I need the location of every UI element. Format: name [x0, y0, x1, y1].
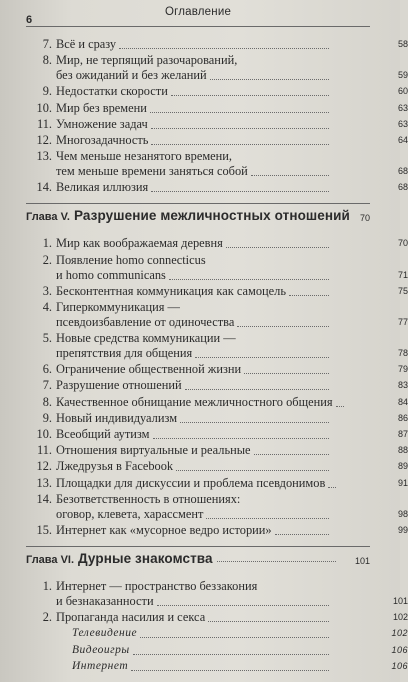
entry-page-number: 64: [397, 134, 408, 145]
dot-leader: [226, 247, 329, 248]
toc-entry[interactable]: [26, 578, 408, 609]
entry-last-line: [72, 659, 408, 674]
entry-last-line: [56, 236, 408, 251]
toc-entry[interactable]: [26, 459, 408, 474]
entry-title-line: Площадки для дискуссии и проблема псевдонимов: [56, 475, 326, 490]
toc-entry[interactable]: [26, 610, 408, 625]
entry-body: [56, 331, 408, 361]
entry-last-line: [56, 164, 408, 179]
toc-list-chapter-4: [26, 27, 408, 195]
entry-page-number: 91: [397, 477, 408, 488]
entry-last-line: [56, 180, 408, 195]
chapter-heading-5[interactable]: [26, 203, 370, 229]
entry-page-number: 63: [397, 118, 408, 129]
toc-entry[interactable]: [26, 116, 408, 132]
entry-last-line: [56, 522, 408, 538]
entry-body: [56, 522, 408, 538]
entry-page-number: 63: [397, 102, 408, 113]
entry-last-line: [56, 116, 408, 132]
toc-entry[interactable]: [26, 252, 408, 283]
entry-body: [56, 100, 408, 116]
entry-number: 12.: [36, 459, 52, 474]
entry-body: [56, 427, 408, 442]
entry-body: [56, 610, 408, 625]
entry-body: [56, 475, 408, 491]
entry-number: 8.: [42, 53, 52, 68]
entry-last-line: [56, 84, 408, 99]
entry-number: 7.: [42, 37, 52, 51]
dot-leader: [150, 112, 329, 113]
toc-list-chapter-6: [26, 578, 408, 625]
entry-page-number: 102: [391, 628, 408, 639]
chapter-title: Разрушение межличностных отношений: [73, 208, 350, 224]
entry-title-line: псевдоизбавление от одиночества: [56, 314, 235, 329]
toc-entry[interactable]: [26, 100, 408, 116]
toc-entry[interactable]: [26, 522, 408, 538]
entry-last-line: [72, 626, 408, 641]
entry-title-line: Новые средства коммуникации —: [56, 331, 236, 346]
entry-number: 15.: [36, 522, 52, 537]
toc-list-chapter-5: [26, 236, 408, 538]
entry-title-line: Отношения виртуальные и реальные: [56, 443, 251, 458]
chapter-page-number: 70: [359, 213, 370, 224]
entry-body: [56, 252, 408, 283]
entry-number: 7.: [42, 378, 52, 393]
dot-leader: [210, 79, 329, 80]
chapter-heading-6[interactable]: [26, 546, 370, 572]
entry-title-line: Всё и сразу: [56, 37, 117, 51]
dot-leader: [151, 191, 329, 192]
entry-page-number: 70: [397, 238, 408, 249]
entry-page-number: 58: [397, 39, 408, 49]
entry-title-line: и безнаказанности: [56, 593, 154, 608]
dot-leader: [151, 144, 329, 145]
entry-title-line: препятствия для общения: [56, 346, 193, 361]
entry-last-line: [56, 362, 408, 377]
toc-entry[interactable]: [26, 236, 408, 251]
entry-number: 2.: [42, 610, 52, 625]
entry-last-line: [56, 593, 408, 609]
entry-title-line: Умножение задач: [56, 116, 148, 131]
page-header: [26, 4, 370, 27]
dot-leader: [151, 128, 329, 129]
entry-last-line: [56, 132, 408, 148]
page-number: 6: [26, 14, 33, 26]
entry-page-number: 86: [397, 412, 408, 423]
entry-last-line: [56, 459, 408, 474]
entry-body: [56, 53, 408, 83]
entry-number: 1.: [42, 578, 52, 593]
entry-body: [56, 236, 408, 251]
entry-number: 10.: [36, 100, 52, 115]
dot-leader: [251, 175, 329, 176]
toc-entry[interactable]: [26, 362, 408, 377]
entry-number: 13.: [36, 475, 52, 490]
entry-body: [72, 626, 408, 641]
entry-last-line: [56, 475, 408, 491]
entry-body: [72, 659, 408, 674]
entry-last-line: [56, 37, 408, 52]
entry-last-line: [56, 314, 408, 330]
entry-page-number: 89: [397, 461, 408, 472]
dot-leader: [157, 605, 329, 606]
entry-title-line: Мир, не терпящий разочарований,: [56, 53, 238, 68]
entry-last-line: [56, 68, 408, 83]
entry-page-number: 99: [397, 524, 408, 535]
dot-leader: [206, 518, 329, 519]
toc-entry[interactable]: [26, 37, 408, 52]
entry-number: 1.: [42, 236, 52, 251]
entry-title-line: Мир как воображаемая деревня: [56, 236, 223, 251]
entry-body: [56, 394, 408, 410]
toc-entry[interactable]: [26, 132, 408, 148]
toc-entry[interactable]: [26, 331, 408, 361]
entry-body: [56, 132, 408, 148]
entry-title-line: Мир без времени: [56, 100, 147, 115]
toc-entry[interactable]: [26, 475, 408, 491]
entry-number: 11.: [36, 443, 52, 458]
entry-body: [56, 459, 408, 474]
entry-page-number: 101: [392, 595, 408, 606]
entry-title-line: Качественное обнищание межличностного общения: [56, 394, 333, 409]
entry-page-number: 102: [392, 612, 408, 623]
chapter-label: Глава V.: [26, 211, 70, 224]
entry-page-number: 68: [397, 166, 408, 177]
dot-leader: [254, 454, 329, 455]
entry-number: 2.: [42, 252, 52, 267]
entry-page-number: 98: [397, 508, 408, 519]
entry-body: [56, 149, 408, 179]
entry-body: [56, 410, 408, 426]
entry-title-line: Великая иллюзия: [56, 180, 149, 195]
entry-page-number: 78: [397, 348, 408, 359]
entry-page-number: 77: [397, 316, 408, 327]
entry-body: [56, 299, 408, 330]
entry-last-line: [56, 410, 408, 426]
entry-page-number: 59: [397, 70, 408, 81]
dot-leader: [275, 534, 329, 535]
entry-page-number: 60: [397, 86, 408, 97]
entry-page-number: 106: [391, 644, 408, 655]
chapter-page-number: 101: [354, 555, 370, 566]
toc-entry[interactable]: [26, 378, 408, 393]
entry-number: 4.: [42, 299, 52, 314]
toc-entry[interactable]: [26, 491, 408, 522]
toc-subentry[interactable]: [26, 643, 408, 658]
dot-leader: [171, 95, 329, 96]
entry-page-number: 87: [397, 429, 408, 439]
dot-leader: [176, 470, 329, 471]
entry-last-line: [56, 506, 408, 522]
dot-leader: [195, 357, 329, 358]
entry-title-line: Многозадачность: [56, 132, 149, 147]
entry-last-line: [56, 610, 408, 625]
entry-title-line: Интернет — пространство беззакония: [56, 578, 258, 593]
toc-entry[interactable]: [26, 394, 408, 410]
dot-leader: [180, 422, 329, 423]
dot-leader: [237, 326, 329, 327]
entry-number: 8.: [42, 394, 52, 409]
entry-body: [56, 362, 408, 377]
entry-last-line: [56, 100, 408, 116]
entry-page-number: 88: [397, 445, 408, 456]
entry-title-line: Интернет как «мусорное ведро истории»: [56, 522, 272, 537]
entry-last-line: [72, 643, 408, 658]
toc-subentry[interactable]: [26, 626, 408, 641]
entry-body: [56, 84, 408, 99]
entry-number: 13.: [36, 149, 52, 164]
toc-entry[interactable]: [26, 180, 408, 195]
entry-title-line: Разрушение отношений: [56, 378, 182, 393]
entry-last-line: [56, 443, 408, 458]
chapter-label: Глава VI.: [26, 553, 75, 566]
entry-page-number: 106: [391, 660, 408, 671]
running-title: Оглавление: [164, 6, 232, 18]
entry-page-number: 79: [397, 364, 408, 375]
entry-last-line: [56, 267, 408, 283]
entry-body: [56, 37, 408, 52]
entry-number: 6.: [42, 362, 52, 377]
entry-title-line: и homo communicans: [56, 267, 166, 282]
dot-leader: [153, 438, 330, 439]
entry-body: [56, 443, 408, 458]
dot-leader: [328, 487, 336, 488]
entry-page-number: 84: [397, 396, 408, 407]
entry-title-line: Пропаганда насилия и секса: [56, 610, 206, 625]
dot-leader: [185, 389, 329, 390]
entry-title-line: Бесконтентная коммуникация как самоцель: [56, 283, 287, 298]
entry-body: [56, 283, 408, 299]
entry-title-line: Лжедрузья в Facebook: [56, 459, 174, 474]
toc-entry[interactable]: [26, 84, 408, 99]
toc-sublist: [26, 626, 408, 673]
entry-body: [56, 180, 408, 195]
dot-leader: [131, 670, 329, 671]
entry-body: [56, 116, 408, 132]
entry-page-number: 68: [397, 182, 408, 193]
entry-number: 14.: [36, 180, 52, 195]
entry-last-line: [56, 394, 408, 410]
subentry-title: Телевидение: [72, 627, 138, 640]
dot-leader: [133, 654, 329, 655]
entry-title-line: без ожиданий и без желаний: [56, 68, 207, 83]
entry-last-line: [56, 283, 408, 299]
dot-leader: [336, 406, 344, 407]
subentry-title: Видеоигры: [72, 643, 130, 656]
entry-page-number: 71: [397, 269, 408, 280]
chapter-title: Дурные знакомства: [78, 550, 213, 566]
toc-entry[interactable]: [26, 53, 408, 83]
subentry-title: Интернет: [72, 659, 129, 672]
entry-body: [56, 378, 408, 393]
entry-number: 14.: [36, 491, 52, 506]
entry-title-line: Недостатки скорости: [56, 84, 168, 99]
entry-body: [56, 491, 408, 522]
toc-entry[interactable]: [26, 283, 408, 299]
toc-entry[interactable]: [26, 299, 408, 330]
entry-title-line: Появление homo connecticus: [56, 252, 206, 267]
entry-body: [56, 578, 408, 609]
dot-leader: [169, 279, 329, 280]
entry-number: 3.: [42, 283, 52, 298]
entry-page-number: 83: [397, 380, 408, 391]
entry-last-line: [56, 378, 408, 393]
entry-number: 5.: [42, 331, 52, 346]
dot-leader: [140, 637, 329, 638]
entry-number: 11.: [36, 116, 52, 131]
entry-title-line: Безответственность в отношениях:: [56, 491, 241, 506]
dot-leader: [244, 373, 329, 374]
entry-title-line: тем меньше времени заняться собой: [56, 164, 248, 179]
entry-number: 12.: [36, 132, 52, 147]
toc-entry[interactable]: [26, 149, 408, 179]
dot-leader: [119, 48, 329, 49]
dot-leader: [208, 621, 329, 622]
entry-title-line: Гиперкоммуникация —: [56, 299, 180, 314]
entry-body: [72, 643, 408, 658]
entry-last-line: [56, 346, 408, 361]
entry-title-line: Ограничение общественной жизни: [56, 362, 242, 377]
entry-title-line: Новый индивидуализм: [56, 410, 178, 425]
entry-last-line: [56, 427, 408, 442]
entry-number: 10.: [36, 427, 52, 441]
toc-entry[interactable]: [26, 427, 408, 442]
entry-title-line: оговор, клевета, харассмент: [56, 506, 204, 521]
toc-subentry[interactable]: [26, 659, 408, 674]
toc-entry[interactable]: [26, 410, 408, 426]
toc-entry[interactable]: [26, 443, 408, 458]
dot-leader: [289, 295, 329, 296]
entry-number: 9.: [42, 410, 52, 425]
entry-page-number: 75: [397, 285, 408, 296]
entry-title-line: Всеобщий аутизм: [56, 427, 150, 441]
entry-title-line: Чем меньше незанятого времени,: [56, 149, 233, 164]
dot-leader: [217, 561, 336, 562]
entry-number: 9.: [42, 84, 52, 99]
